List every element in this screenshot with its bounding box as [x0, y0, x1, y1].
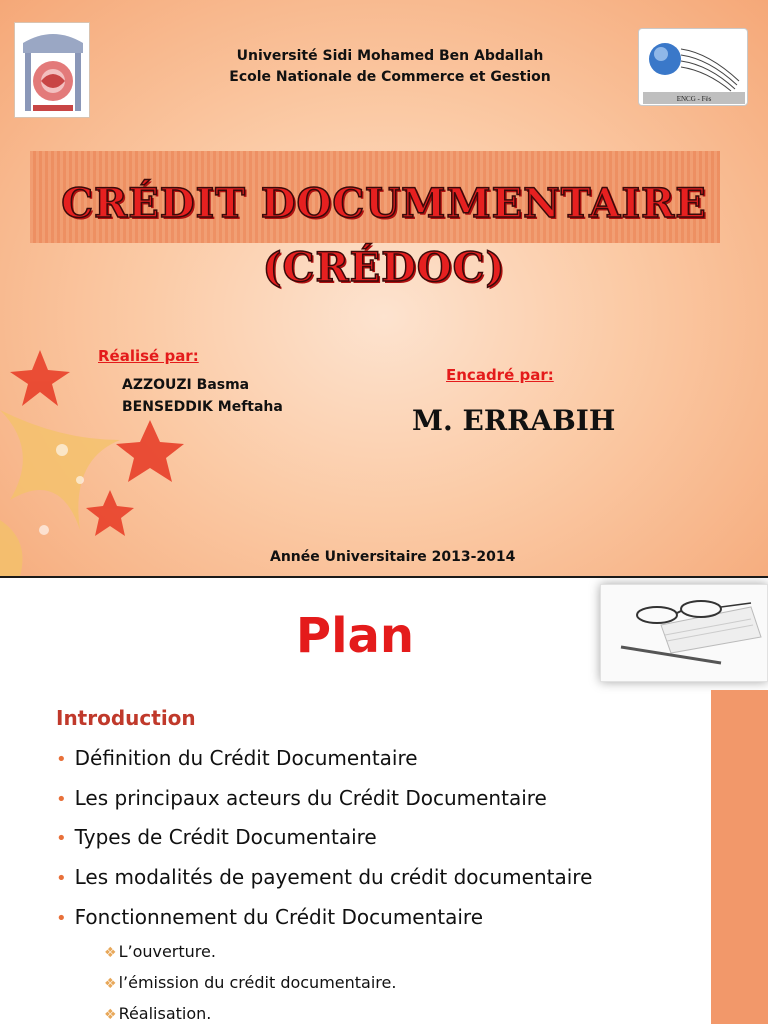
list-item: • Types de Crédit Documentaire [56, 825, 377, 849]
academic-year: Année Universitaire 2013-2014 [270, 549, 516, 565]
author-name: BENSEDDIK Meftaha [122, 399, 283, 415]
bullet-icon: • [56, 908, 67, 929]
list-item: • Fonctionnement du Crédit Documentaire [56, 905, 484, 929]
sub-list-item: ❖ L’ouverture. [104, 942, 216, 961]
list-item: • Les modalités de payement du crédit documentaire [56, 865, 593, 889]
bullet-icon: • [56, 868, 67, 889]
flower-decoration-icon [0, 330, 210, 576]
intro-heading: Introduction [56, 706, 196, 730]
plan-title: Plan [295, 608, 415, 664]
sub-list-item: ❖ l’émission du crédit documentaire. [104, 973, 397, 992]
list-item: • Définition du Crédit Documentaire [56, 746, 418, 770]
bullet-icon: • [56, 828, 67, 849]
crest-icon [15, 23, 91, 119]
university-logo [14, 22, 90, 118]
list-item: • Les principaux acteurs du Crédit Documentaire [56, 786, 547, 810]
institution-header [180, 46, 600, 88]
supervisor-label: Encadré par: [446, 366, 554, 384]
slide-title: CRÉDIT DOCUMMENTAIRE [61, 180, 707, 227]
encg-logo [638, 28, 748, 106]
plan-slide [0, 576, 768, 1024]
authors-label: Réalisé par: [98, 347, 199, 365]
diamond-bullet-icon: ❖ [104, 945, 117, 961]
author-name: AZZOUZI Basma [122, 377, 250, 393]
supervisor-name: M. ERRABIH [412, 404, 616, 437]
accent-bar [711, 690, 768, 1024]
sub-list-item: ❖ Réalisation. [104, 1004, 212, 1023]
plan-list [56, 738, 706, 937]
sub-list [104, 936, 396, 1024]
school-name: Ecole Nationale de Commerce et Gestion [229, 69, 551, 85]
bullet-icon: • [56, 789, 67, 810]
svg-text:ENCG - Fès: ENCG - Fès [676, 95, 712, 103]
authors-list [122, 374, 283, 418]
university-name: Université Sidi Mohamed Ben Abdallah [236, 48, 544, 64]
diamond-bullet-icon: ❖ [104, 976, 117, 992]
slide-subtitle: (CRÉDOC) [262, 244, 506, 291]
bullet-icon: • [56, 749, 67, 770]
globe-icon [639, 29, 749, 107]
diamond-bullet-icon: ❖ [104, 1007, 117, 1023]
